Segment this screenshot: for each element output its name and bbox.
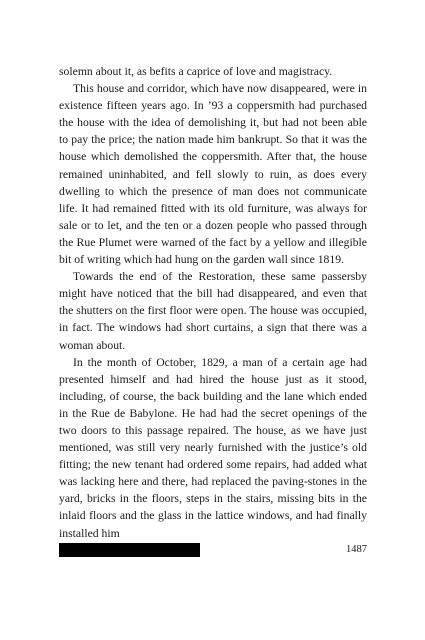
body-text	[59, 63, 367, 542]
redaction-bar	[59, 543, 200, 557]
paragraph-2: This house and corridor, which have now disappeared, were in existence fifteen years ago. In ’93 a coppersmith had purchased the house with the idea of demolishing it, but had not been able to pay the price; the nation made him bankrupt. So that it was the house which demolished the coppersmith. After that, the house remained uninhabited, and fell slowly to ruin, as does every dwelling to which the presence of man does not communicate life. It had remained fitted with its old furniture, was always for sale or to let, and the ten or a dozen people who passed through the Rue Plumet were warned of the fact by a yellow and illegible bit of writing which had hung on the garden wall since 1819.	[59, 82, 367, 267]
page-number: 1487	[346, 544, 367, 555]
paragraph-3: Towards the end of the Restoration, these same passersby might have noticed that the bill had disappeared, and even that the shutters on the first floor were open. The house was occupied, in fact. The windows had short curtains, a sign that there was a woman about.	[59, 270, 367, 352]
paragraph-4: In the month of October, 1829, a man of a certain age had presented himself and had hired the house just as it stood, including, of course, the back building and the lane which ended in the Rue de Babylone. He had had the secret openings of the two doors to this passage repaired. The house, as we have just mentioned, was still very nearly furnished with the justice’s old fitting; the new tenant had ordered some repairs, had added what was lacking here and there, had replaced the paving-stones in the yard, bricks in the floors, steps in the stairs, missing bits in the inlaid floors and the glass in the lattice windows, and had finally installed him	[59, 355, 367, 540]
paragraph-1: solemn about it, as befits a caprice of love and magistracy.	[59, 65, 333, 78]
